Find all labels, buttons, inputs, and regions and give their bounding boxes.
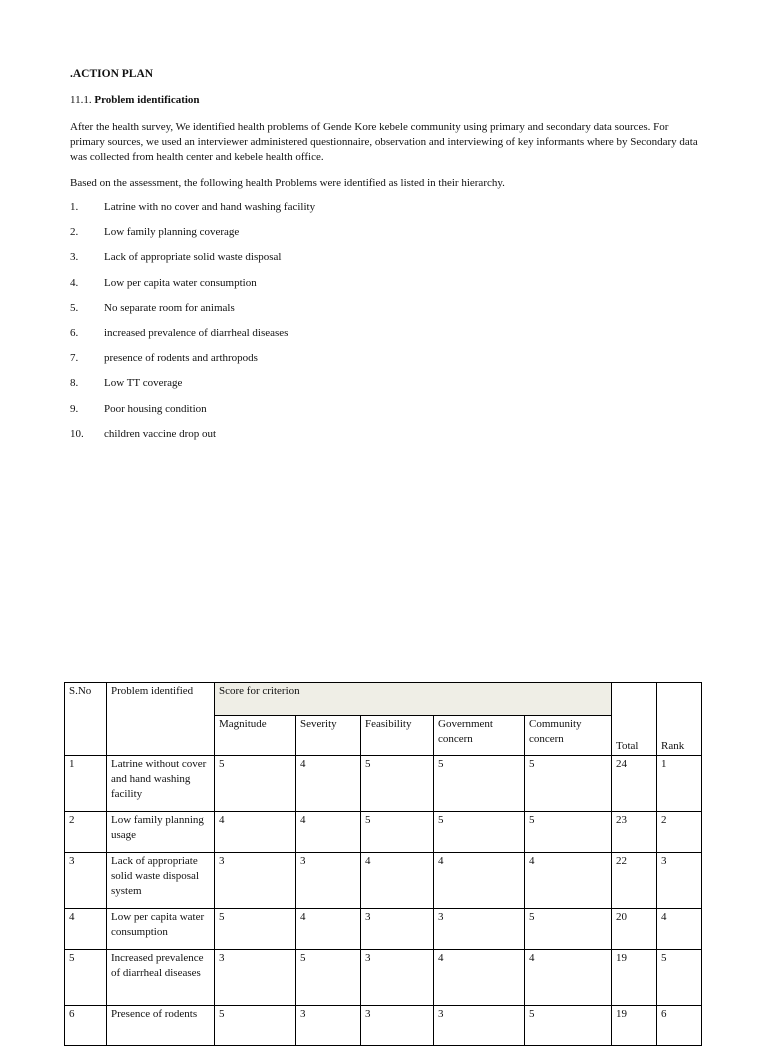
cell-rank: 5 (657, 950, 702, 1006)
section-title: Problem identification (94, 94, 200, 106)
list-number: 1. (70, 201, 79, 213)
list-text: Poor housing condition (104, 402, 207, 415)
cell-rank: 6 (657, 1006, 702, 1046)
list-item (70, 428, 670, 453)
cell-problem: Low per capita water consumption (107, 909, 215, 950)
list-item (70, 377, 670, 402)
cell-sno: 4 (65, 909, 107, 950)
cell-feasibility: 3 (361, 1006, 434, 1046)
cell-community: 5 (525, 909, 612, 950)
cell-sno: 5 (65, 950, 107, 1006)
cell-community: 4 (525, 950, 612, 1006)
cell-problem: Presence of rodents (107, 1006, 215, 1046)
cell-total: 19 (612, 950, 657, 1006)
list-text: Low family planning coverage (104, 226, 240, 239)
list-number: 10. (70, 427, 84, 440)
cell-feasibility: 3 (361, 909, 434, 950)
cell-severity: 4 (296, 909, 361, 950)
cell-community: 5 (525, 1006, 612, 1046)
column-header-feasibility: Feasibility (361, 716, 434, 756)
cell-severity: 4 (296, 812, 361, 853)
intro-paragraph: After the health survey, We identified health problems of Gende Kore kebele community using primary and secondary data sources. For primary sources, we used an interviewer administered questionnaire, observation and interviewing of key informants where by Secondary data was collected from health center and kebele health office. (70, 121, 698, 163)
table-row (65, 909, 702, 950)
column-header-problem: Problem identified (107, 683, 215, 756)
cell-magnitude: 3 (215, 950, 296, 1006)
column-header-criterion: Score for criterion (215, 683, 612, 716)
column-header-government: Government concern (434, 716, 525, 756)
cell-problem: Latrine without cover and hand washing facility (107, 756, 215, 812)
cell-magnitude: 4 (215, 812, 296, 853)
list-text: Low TT coverage (104, 377, 183, 390)
cell-community: 5 (525, 812, 612, 853)
cell-severity: 3 (296, 1006, 361, 1046)
cell-government: 4 (434, 853, 525, 909)
cell-rank: 4 (657, 909, 702, 950)
list-number: 9. (70, 402, 79, 415)
problem-list (70, 201, 670, 453)
cell-government: 5 (434, 756, 525, 812)
cell-severity: 3 (296, 853, 361, 909)
column-header-community: Community concern (525, 716, 612, 756)
list-number: 7. (70, 352, 79, 365)
column-header-magnitude: Magnitude (215, 716, 296, 756)
cell-rank: 3 (657, 853, 702, 909)
table-row (65, 756, 702, 812)
table-row (65, 950, 702, 1006)
cell-problem: Lack of appropriate solid waste disposal system (107, 853, 215, 909)
cell-rank: 2 (657, 812, 702, 853)
table-row (65, 853, 702, 909)
list-text: increased prevalence of diarrheal diseases (104, 326, 289, 339)
cell-feasibility: 5 (361, 756, 434, 812)
list-text: children vaccine drop out (104, 427, 217, 440)
table-row (65, 812, 702, 853)
list-number: 3. (70, 251, 79, 264)
list-text: No separate room for animals (104, 301, 235, 314)
document-heading: .ACTION PLAN (70, 68, 154, 80)
list-item (70, 327, 670, 352)
list-item (70, 251, 670, 276)
list-item (70, 403, 670, 428)
cell-problem: Low family planning usage (107, 812, 215, 853)
list-item (70, 352, 670, 377)
list-text: Low per capita water consumption (104, 276, 257, 289)
list-item (70, 277, 670, 302)
cell-community: 5 (525, 756, 612, 812)
cell-total: 23 (612, 812, 657, 853)
cell-government: 3 (434, 909, 525, 950)
list-number: 6. (70, 326, 79, 339)
column-header-total: Total (612, 683, 657, 756)
list-item (70, 302, 670, 327)
list-item (70, 226, 670, 251)
cell-severity: 4 (296, 756, 361, 812)
cell-severity: 5 (296, 950, 361, 1006)
cell-feasibility: 3 (361, 950, 434, 1006)
prioritization-table (64, 682, 702, 1046)
list-number: 2. (70, 226, 79, 239)
list-item (70, 201, 670, 226)
cell-community: 4 (525, 853, 612, 909)
cell-government: 3 (434, 1006, 525, 1046)
list-number: 5. (70, 301, 79, 314)
cell-government: 5 (434, 812, 525, 853)
cell-problem: Increased prevalence of diarrheal diseases (107, 950, 215, 1006)
column-header-sno: S.No (65, 683, 107, 756)
cell-total: 20 (612, 909, 657, 950)
column-header-rank: Rank (657, 683, 702, 756)
cell-magnitude: 5 (215, 909, 296, 950)
column-header-severity: Severity (296, 716, 361, 756)
cell-total: 24 (612, 756, 657, 812)
cell-feasibility: 4 (361, 853, 434, 909)
list-number: 8. (70, 377, 79, 390)
cell-sno: 6 (65, 1006, 107, 1046)
list-text: presence of rodents and arthropods (104, 352, 258, 365)
list-text: Lack of appropriate solid waste disposal (104, 251, 282, 264)
table-header-row (65, 683, 702, 716)
cell-sno: 1 (65, 756, 107, 812)
section-heading (70, 94, 200, 106)
cell-magnitude: 5 (215, 1006, 296, 1046)
cell-magnitude: 5 (215, 756, 296, 812)
cell-sno: 3 (65, 853, 107, 909)
assessment-paragraph: Based on the assessment, the following health Problems were identified as listed in their hierarchy. (70, 177, 505, 189)
section-number: 11.1. (70, 94, 92, 106)
cell-magnitude: 3 (215, 853, 296, 909)
list-text: Latrine with no cover and hand washing facility (104, 201, 316, 213)
cell-total: 19 (612, 1006, 657, 1046)
cell-sno: 2 (65, 812, 107, 853)
cell-government: 4 (434, 950, 525, 1006)
list-number: 4. (70, 276, 79, 289)
table-row (65, 1006, 702, 1046)
cell-feasibility: 5 (361, 812, 434, 853)
cell-total: 22 (612, 853, 657, 909)
cell-rank: 1 (657, 756, 702, 812)
